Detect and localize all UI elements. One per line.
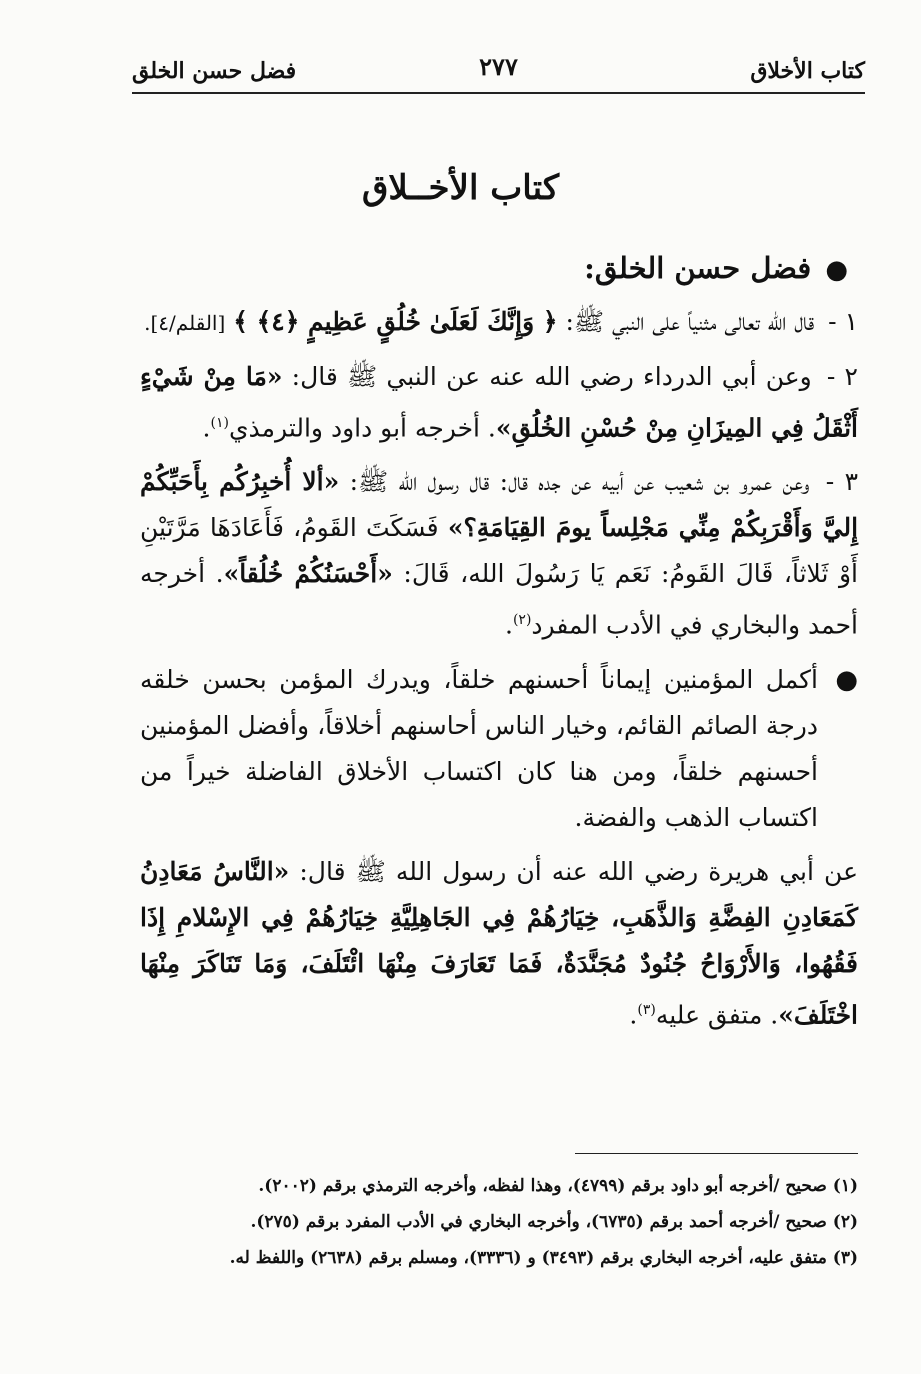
footnote-marker: (٣) [637,1001,656,1018]
paragraph-text: قال الله تعالى مثنياً على النبي ﷺ: [565,307,815,336]
footnote-3: (٣) متفق عليه، أخرجه البخاري برقم (٣٤٩٣) و (٣٣٣٦)، ومسلم برقم (٢٦٣٨) واللفظ له. [229,1248,858,1268]
footnote-marker: (١) [210,415,229,431]
paragraph-text: عن أبي هريرة رضي الله عنه أن رسول الله ﷺ قال: [299,856,858,886]
hadith-text: «مَا مِنْ شَيْءٍ أَثْقَلُ فِي المِيزَانِ مِنْ حُسْنِ الخُلُقِ» [140,362,858,443]
paragraph-2: ٢ - وعن أبي الدرداء رضي الله عنه عن النبي ﷺ قال: «مَا مِنْ شَيْءٍ أَثْقَلُ فِي المِيزَانِ مِنْ حُسْنِ الخُلُقِ». أخرجه أبو داود والترمذي$^{(١)}$. [140,362,858,443]
bullet-icon: ● [825,255,848,285]
hadith-text-2: «أَحْسَنُكُمْ خُلُقاً» [223,559,393,589]
paragraph-1 [140,299,858,346]
page-number: ٢٧٧ [479,52,518,81]
verse-reference: [القلم/٤]. [144,311,226,335]
footnote-1: (١) صحيح /أخرجه أبو داود برقم (٤٧٩٩)، وهذا لفظه، وأخرجه الترمذي برقم (٢٠٠٢). [258,1176,858,1196]
footnotes [140,1168,858,1276]
footnote-2: (٢) صحيح /أخرجه أحمد برقم (٦٧٣٥)، وأخرجه البخاري في الأدب المفرد برقم (٢٧٥). [250,1212,858,1232]
bullet-icon: ● [835,664,858,695]
section-heading [140,245,858,293]
footnote-marker: (٢) [512,612,532,629]
paragraph-number: ١ - [828,307,858,336]
paragraph-4 [140,657,858,841]
paragraph-number: ٣ - [825,467,858,497]
running-header [132,52,865,94]
main-text [140,245,858,1046]
hadith-text: «ألا أُخبِرُكُم بِأَحَبِّكُمْ إِليَّ وَأَقْرَبِكُمْ مِنِّي مَجْلِساً يومَ القِيَامَةِ؟» [140,467,859,543]
footnote-divider [575,1153,858,1154]
paragraph-tail: . متفق عليه [655,999,779,1029]
header-section-title: فضل حسن الخلق [132,58,297,84]
paragraph-tail: . أخرجه أبو داود والترمذي [228,413,496,443]
paragraph-mid: فَسَكَتَ القَومُ، فَأَعَادَهَا مَرَّتَيْنِ أَوْ ثَلاثاً، قَالَ القَومُ: نَعَم يَا رَسُولَ الله، قَالَ: [140,513,859,589]
quran-verse: ﴿ وَإِنَّكَ لَعَلَىٰ خُلُقٍ عَظِيمٍ ﴿٤﴾ ﴾ [233,307,558,336]
paragraph-5: عن أبي هريرة رضي الله عنه أن رسول الله ﷺ قال: «النَّاسُ مَعَادِنُ كَمَعَادِنِ الفِضَّةِ وَالذَّهَبِ، خِيَارُهُمْ فِي الجَاهِلِيَّةِ خِيَارُهُمْ فِي الإِسْلامِ إِذَا فَقُهُوا، وَالأَرْوَاحُ جُنُودٌ مُجَنَّدَةٌ، فَمَا تَعَارَفَ مِنْهَا ائْتَلَفَ، وَمَا تَنَاكَرَ مِنْهَا اخْتَلَفَ». متفق عليه$^{(٣)}$. [140,856,858,1029]
paragraph-number: ٢ - [826,362,858,391]
header-book-title: كتاب الأخلاق [750,58,865,84]
chapter-title: كتاب الأخــلاق [361,168,560,208]
section-heading-text: فضل حسن الخلق: [584,251,812,285]
paragraph-text: أكمل المؤمنين إيماناً أحسنهم خلقاً، ويدرك المؤمن بحسن خلقه درجة الصائم القائم، وخيار الناس أحاسنهم أخلاقاً، وأفضل المؤمنين أحسنهم خلقاً، ومن هنا كان اكتساب الأخلاق الفاضلة خيراً من اكتساب الذهب والفضة. [140,664,818,832]
paragraph-text: وعن عمرو بن شعيب عن أبيه عن جده قال: قال رسول الله ﷺ: [349,467,810,497]
paragraph-3: ٣ - وعن عمرو بن شعيب عن أبيه عن جده قال: قال رسول الله ﷺ: «ألا أُخبِرُكُم بِأَحَبِّكُمْ إِليَّ وَأَقْرَبِكُمْ مِنِّي مَجْلِساً يومَ القِيَامَةِ؟» فَسَكَتَ القَومُ، فَأَعَادَهَا مَرَّتَيْنِ أَوْ ثَلاثاً، قَالَ القَومُ: نَعَم يَا رَسُولَ الله، قَالَ: «أَحْسَنُكُمْ خُلُقاً». أخرجه أحمد والبخاري في الأدب المفرد$^{(٢)}$. [140,467,859,640]
hadith-text: «النَّاسُ مَعَادِنُ كَمَعَادِنِ الفِضَّةِ وَالذَّهَبِ، خِيَارُهُمْ فِي الجَاهِلِيَّةِ خِيَارُهُمْ فِي الإِسْلامِ إِذَا فَقُهُوا، وَالأَرْوَاحُ جُنُودٌ مُجَنَّدَةٌ، فَمَا تَعَارَفَ مِنْهَا ائْتَلَفَ، وَمَا تَنَاكَرَ مِنْهَا اخْتَلَفَ» [140,856,858,1029]
paragraph-tail: . أخرجه أحمد والبخاري في الأدب المفرد [140,559,858,640]
paragraph-text: وعن أبي الدرداء رضي الله عنه عن النبي ﷺ قال: [291,362,812,391]
